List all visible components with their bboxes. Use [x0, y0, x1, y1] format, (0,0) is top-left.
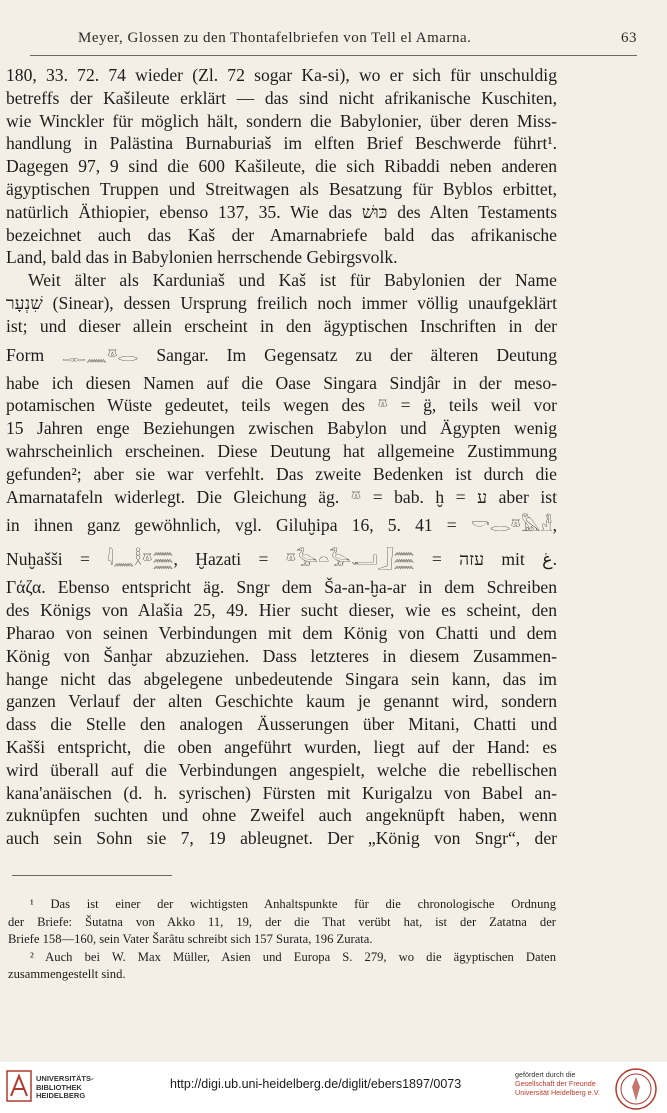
text-line-hieroglyph: Nuḫašši = 𓇋𓈖𓎛𓎼𓈗, Ḫazati = 𓎼𓅭𓏏𓅭𓂝𓃀𓈗 = עזה mit غ.	[6, 549, 557, 570]
text-line: Kašši entspricht, die oben angeführt wurden, liegt auf der Hand: es	[6, 736, 557, 757]
footnote-line: ¹ Das ist einer der wichtigsten Anhaltspunkte für die chronologische Ordnung	[30, 897, 556, 911]
text-line: dass die Stelle den analogen Äusserungen über Mitani, Chatti und	[6, 714, 557, 735]
text-line: Pharao von seinen Verbindungen mit dem König von Chatti und dem	[6, 622, 557, 643]
body-text	[6, 64, 557, 850]
footnotes	[8, 896, 556, 984]
permalink-url[interactable]: http://digi.ub.uni-heidelberg.de/diglit/ebers1897/0073	[170, 1077, 462, 1091]
footnote-line: ² Auch bei W. Max Müller, Asien und Europa S. 279, wo die ägyptischen Daten	[30, 949, 556, 964]
text-line: auch sein Sohn sie 7, 19 ableugnet. Der „König von Sngr“, der	[6, 828, 557, 849]
university-seal-icon	[614, 1067, 658, 1111]
text-line: 15 Jahren enge Beziehungen zwischen Babylon und Ägypten wenig	[6, 418, 557, 439]
viewer-footer	[0, 1062, 667, 1113]
page-number: 63	[621, 30, 637, 46]
sponsor-name: Universität Heidelberg e.V.	[515, 1088, 600, 1097]
text-line: wie Winckler für möglich hält, sondern die Babylonier, über deren Miss-	[6, 110, 557, 131]
footnote-rule	[12, 875, 172, 876]
text-line: handlung in Palästina Burnaburiaš im elften Brief Beschwerde führt¹.	[6, 133, 557, 154]
text-line: ägyptischen Truppen und Streitwagen als Besatzung für Byblos erbittet,	[6, 178, 557, 199]
text-line: 180, 33. 72. 74 wieder (Zl. 72 sogar Ka-si), wo er sich für unschuldig	[6, 65, 557, 85]
sponsor-credit	[515, 1070, 600, 1097]
text-line: habe ich diesen Namen auf die Oase Singara Sindjâr in der meso-	[6, 372, 557, 393]
header-rule	[30, 55, 637, 56]
text-line: שִׁנְעָר (Sinear), dessen Ursprung freilich noch immer völlig unaufgeklärt	[6, 292, 557, 313]
header-title: Meyer, Glossen zu den Thontafelbriefen von Tell el Amarna.	[78, 30, 472, 46]
text-line: natürlich Äthiopier, ebenso 137, 35. Wie das כּוּשׁ des Alten Testaments	[6, 201, 558, 222]
text-line: hange nicht das abgelegene unbedeutende Singara sein kann, das im	[6, 668, 557, 689]
text-line: wird überall auf die Verbindungen angespielt, welche die rebellischen	[6, 759, 557, 780]
library-name	[36, 1075, 94, 1101]
sponsor-label: gefördert durch die	[515, 1070, 576, 1079]
text-line: wahrscheinlich erscheinen. Diese Deutung hat allgemeine Zustimmung	[6, 440, 557, 461]
text-line: bezeichnet auch das Kaš der Amarnabriefe bald das afrikanische	[6, 224, 557, 245]
text-line: potamischen Wüste gedeutet, teils wegen des 𓎼 = g̈, teils weil vor	[6, 395, 557, 416]
text-line-hieroglyph: Form 𓊃𓈖𓎼𓂋 Sangar. Im Gegensatz zu der älteren Deutung	[6, 344, 557, 365]
text-line: gefunden²; aber sie war verfehlt. Das zweite Bedenken ist durch die	[6, 463, 557, 484]
text-line: Γάζα. Ebenso entspricht äg. Sngr dem Ša-an-ḫa-ar in dem Schreiben	[6, 577, 557, 598]
text-line: kana'anäischen (d. h. syrischen) Fürsten mit Kurigalzu von Babel an-	[6, 782, 557, 803]
text-line: Land, bald das in Babylonien herrschende Gebirgsvolk.	[6, 247, 398, 268]
text-line: König von Šanḫar abzuziehen. Dass letzteres in diesem Zusammen-	[6, 645, 557, 666]
text-line: Amarnatafeln widerlegt. Die Gleichung äg. 𓎼 = bab. ḫ = ע aber ist	[6, 486, 557, 507]
running-header	[30, 30, 637, 50]
text-line: Weit älter als Karduniaš und Kaš ist für Babylonien der Name	[28, 270, 557, 291]
text-line: zuknüpfen suchten und ohne Zweifel auch angeknüpft haben, wenn	[6, 805, 557, 826]
text-line: Dagegen 97, 9 sind die 600 Kašileute, die sich Ribaddi neben anderen	[6, 156, 557, 177]
university-library-logo-icon	[6, 1070, 32, 1102]
text-line: betreffs der Kašileute erklärt — das sind nicht afrikanische Kuschiten,	[6, 87, 557, 108]
footnote-line: zusammengestellt sind.	[8, 967, 126, 982]
sponsor-name: Gesellschaft der Freunde	[515, 1079, 596, 1088]
library-name-line: HEIDELBERG	[36, 1091, 86, 1100]
text-line-hieroglyph: in ihnen ganz gewöhnlich, vgl. Giluḫipa 16, 5. 41 = 𓎡𓂋𓎼𓅓𓁐,	[6, 515, 557, 536]
text-line: ganzen Verlauf der alten Geschichte kaum je genannt wird, sondern	[6, 691, 557, 712]
text-line: ist; und dieser allein erscheint in den ägyptischen Inschriften in der	[6, 315, 557, 336]
text-line: des Königs von Alašia 25, 49. Hier sucht dieser, wie es scheint, den	[6, 600, 557, 621]
library-name-line: UNIVERSITÄTS-	[36, 1074, 94, 1083]
footnote-line: der Briefe: Šutatna von Akko 11, 19, der die That verübt hat, ist der Zatatna der	[8, 914, 556, 929]
footnote-line: Briefe 158—160, sein Vater Šarâtu schreibt sich 157 Surata, 196 Zurata.	[8, 932, 373, 947]
library-name-line: BIBLIOTHEK	[36, 1082, 82, 1092]
